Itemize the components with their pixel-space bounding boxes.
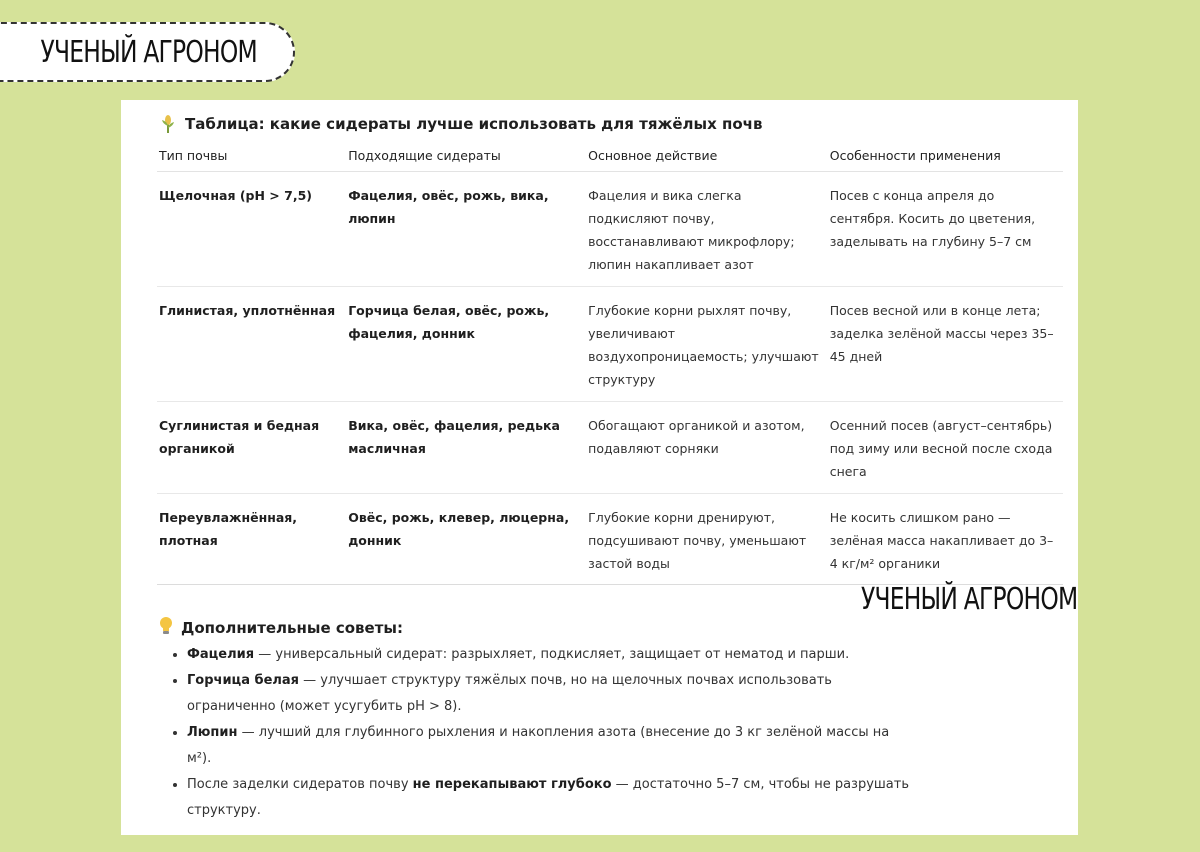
table-heading-text: Таблица: какие сидераты лучше использовать для тяжёлых почв	[185, 115, 763, 133]
tip-text: — лучший для глубинного рыхления и накопления азота (внесение до 3 кг зелёной массы на м²).	[187, 725, 890, 766]
soil-table	[157, 142, 1063, 585]
tip-text: — улучшает структуру тяжёлых почв, но на щелочных почвах использовать ограниченно (может усугубить pH > 8).	[187, 673, 832, 714]
cell-usage: Осенний посев (август–сентябрь) под зиму или весной после схода снега	[828, 402, 1063, 494]
column-header-action: Основное действие	[586, 142, 828, 172]
cell-soil: Глинистая, уплотнённая	[157, 287, 346, 402]
cell-green-manures: Фацелия, овёс, рожь, вика, люпин	[346, 172, 586, 287]
cell-green-manures: Вика, овёс, фацелия, редька масличная	[346, 402, 586, 494]
cell-usage: Не косить слишком рано — зелёная масса накапливает до 3–4 кг/м² органики	[829, 510, 1054, 571]
sprout-icon	[159, 114, 177, 134]
table-row	[157, 494, 1063, 586]
table-row	[157, 172, 1063, 287]
list-item	[187, 668, 917, 720]
column-header-soil: Тип почвы	[157, 142, 346, 172]
cell-action: Глубокие корни дренируют, подсушивают почву, уменьшают застой воды	[588, 510, 807, 571]
list-item	[187, 642, 917, 668]
table-header-row	[157, 142, 1063, 172]
content-card	[121, 100, 1078, 835]
watermark-text: УЧЕНЫЙ АГРОНОМ	[861, 582, 1078, 617]
cell-soil: Щелочная (pH > 7,5)	[157, 172, 346, 287]
cell-usage: Посев весной или в конце лета; заделка зелёной массы через 35–45 дней	[828, 287, 1063, 402]
table-row	[157, 402, 1063, 494]
column-header-green-manures: Подходящие сидераты	[346, 142, 586, 172]
lightbulb-icon	[159, 616, 173, 640]
cell-action: Обогащают органикой и азотом, подавляют сорняки	[586, 402, 828, 494]
tip-term: Фацелия	[187, 647, 255, 662]
cell-soil: Суглинистая и бедная органикой	[157, 402, 346, 494]
list-item	[187, 720, 917, 772]
tips-heading-text: Дополнительные советы:	[181, 619, 403, 637]
table-heading	[159, 114, 762, 134]
brand-logo-text: УЧЕНЫЙ АГРОНОМ	[40, 34, 257, 70]
tip-text-prefix: После заделки сидератов почву	[187, 777, 413, 792]
tip-term: не перекапывают глубоко	[412, 777, 612, 792]
tip-text: — достаточно 5–7 см, чтобы не разрушать структуру.	[187, 777, 910, 818]
cell-soil: Переувлажнённая, плотная	[159, 510, 298, 548]
cell-action: Фацелия и вика слегка подкисляют почву, восстанавливают микрофлору; люпин накапливает азот	[586, 172, 828, 287]
column-header-usage: Особенности применения	[828, 142, 1063, 172]
brand-badge	[0, 22, 295, 82]
tip-text: — универсальный сидерат: разрыхляет, подкисляет, защищает от нематод и парши.	[254, 647, 850, 662]
tip-term: Горчица белая	[187, 673, 300, 688]
list-item	[187, 772, 917, 824]
tips-list	[165, 642, 917, 824]
cell-action: Глубокие корни рыхлят почву, увеличивают воздухопроницаемость; улучшают структуру	[586, 287, 828, 402]
cell-green-manures: Овёс, рожь, клевер, люцерна, донник	[348, 510, 570, 548]
cell-usage: Посев с конца апреля до сентября. Косить до цветения, заделывать на глубину 5–7 см	[828, 172, 1063, 287]
tips-heading	[159, 616, 403, 640]
table-row	[157, 287, 1063, 402]
tip-term: Люпин	[187, 725, 238, 740]
cell-green-manures: Горчица белая, овёс, рожь, фацелия, донник	[346, 287, 586, 402]
